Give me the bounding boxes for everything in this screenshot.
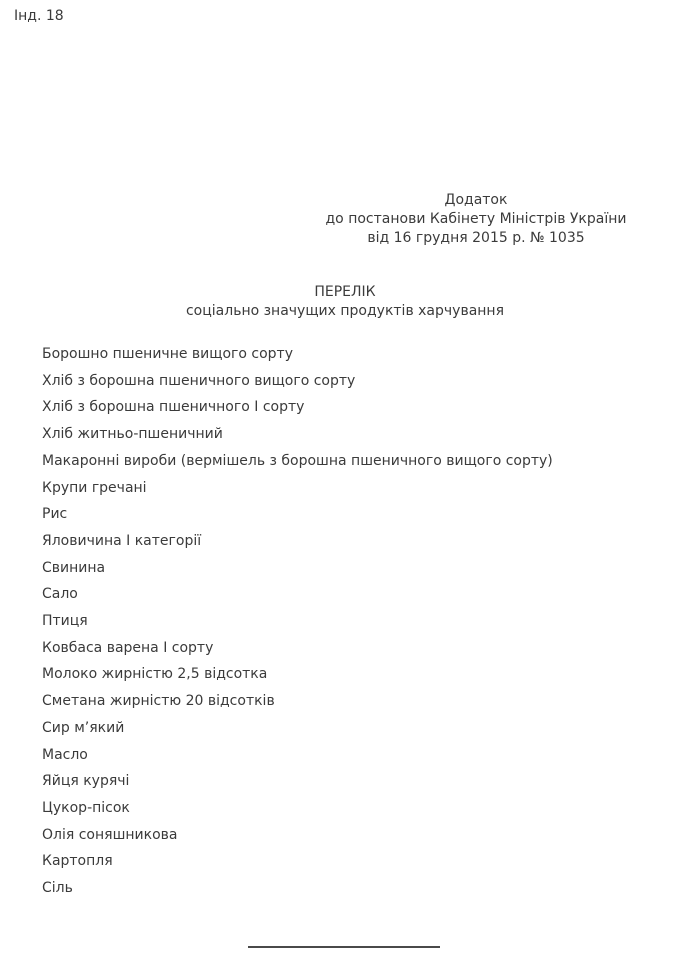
product-list <box>42 341 670 902</box>
list-item: Сир м’який <box>42 719 125 736</box>
list-item: Ковбаса варена І сорту <box>42 639 214 656</box>
list-item: Сіль <box>42 880 73 897</box>
list-item: Яловичина І категорії <box>42 532 202 549</box>
list-item: Птиця <box>42 613 88 630</box>
annex-line-3: від 16 грудня 2015 р. № 1035 <box>367 230 585 246</box>
annex-block <box>320 191 632 248</box>
list-item: Крупи гречані <box>42 479 147 496</box>
index-label: Інд. 18 <box>14 8 64 24</box>
list-item: Цукор-пісок <box>42 799 130 816</box>
footer-divider <box>248 946 440 948</box>
subtitle-line: соціально значущих продуктів харчування <box>185 303 505 319</box>
list-item: Молоко жирністю 2,5 відсотка <box>42 666 268 683</box>
annex-line-2: до постанови Кабінету Міністрів України <box>325 211 627 227</box>
list-item: Масло <box>42 746 88 763</box>
list-item: Сметана жирністю 20 відсотків <box>42 693 275 710</box>
list-item: Рис <box>42 506 68 523</box>
list-item: Яйця курячі <box>42 773 130 790</box>
list-item: Макаронні вироби (вермішель з борошна пшеничного вищого сорту) <box>42 452 553 469</box>
list-item: Борошно пшеничне вищого сорту <box>42 346 293 362</box>
list-item: Хліб з борошна пшеничного вищого сорту <box>42 372 356 389</box>
document-title <box>0 283 690 321</box>
annex-line-1: Додаток <box>444 192 508 208</box>
list-item: Хліб житньо-пшеничний <box>42 426 223 443</box>
list-item: Картопля <box>42 853 113 870</box>
list-item: Сало <box>42 586 78 603</box>
list-item: Хліб з борошна пшеничного І сорту <box>42 399 305 416</box>
title-line: ПЕРЕЛІК <box>314 284 376 300</box>
list-item: Свинина <box>42 559 106 576</box>
list-item: Олія соняшникова <box>42 826 178 843</box>
